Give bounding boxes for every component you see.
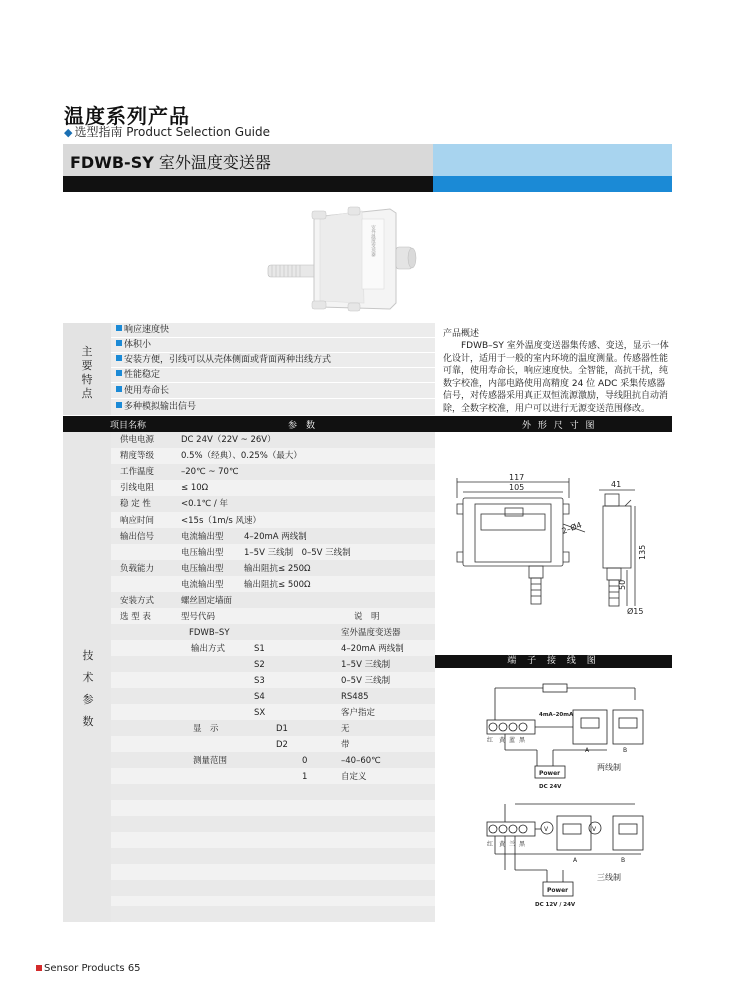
- row-band: [111, 752, 435, 768]
- row-band: [111, 496, 435, 512]
- spec-value: ≤ 10Ω: [181, 483, 209, 493]
- bullet-icon: [116, 325, 122, 331]
- feature-item: [116, 338, 151, 352]
- dc24-label: DC 24V: [539, 784, 562, 790]
- wiring-diagram: [435, 670, 672, 920]
- b-label: B: [623, 747, 628, 754]
- selection-code: D1: [276, 724, 288, 734]
- product-model: FDWB-SY: [70, 153, 154, 172]
- product-name: 室外温度变送器: [158, 153, 271, 172]
- selection-desc: 4–20mA 两线制: [341, 644, 404, 654]
- selection-range-label: 测量范围: [193, 756, 228, 766]
- feature-text: 响应速度快: [124, 325, 170, 335]
- feature-item: [116, 368, 160, 382]
- divider: [111, 337, 435, 338]
- spec-value: <0.1℃ / 年: [181, 499, 228, 509]
- device-label: 室外温度变送器: [370, 225, 376, 257]
- subtitle-text: 选型指南 Product Selection Guide: [74, 125, 271, 139]
- selection-output-label: 输出方式: [191, 644, 226, 654]
- row-band: [111, 906, 435, 922]
- spec-name: 精度等级: [120, 451, 155, 461]
- feature-text: 使用寿命长: [124, 386, 170, 396]
- footer-text: Sensor Products 65: [44, 963, 141, 974]
- spec-name: 供电电源: [120, 435, 155, 445]
- row-band: [111, 688, 435, 704]
- page-title: 温度系列产品: [64, 104, 190, 128]
- bullet-icon: [116, 370, 122, 376]
- selection-code: 0: [302, 756, 308, 766]
- selection-desc: RS485: [341, 692, 369, 702]
- wire-color: 黄: [499, 841, 506, 848]
- row-band: [111, 848, 435, 864]
- spec-type: 电压输出型: [181, 548, 224, 558]
- selection-code: S2: [254, 660, 265, 670]
- three-wire-label: 三线制: [597, 873, 621, 882]
- voltmeter-label: V: [544, 826, 549, 833]
- power-label: Power: [539, 770, 561, 777]
- spec-value: 螺丝固定墙面: [181, 596, 233, 606]
- spec-name: 安装方式: [120, 596, 155, 606]
- spec-name: 工作温度: [120, 467, 155, 477]
- spec-value: DC 24V（22V ~ 26V）: [181, 435, 276, 445]
- spec-value: 输出阻抗≤ 500Ω: [244, 580, 311, 590]
- spec-type: 电压输出型: [181, 564, 224, 574]
- selection-desc: 客户指定: [341, 708, 376, 718]
- features-side-label: [80, 345, 94, 401]
- spec-name: 输出信号: [120, 532, 155, 542]
- row-band: [111, 880, 435, 896]
- divider: [111, 382, 435, 383]
- diamond-icon: ◆: [64, 126, 73, 139]
- feature-text: 安装方便，引线可以从壳体侧面或背面两种出线方式: [124, 355, 332, 365]
- selection-display-label: 显 示: [193, 724, 219, 734]
- spec-type: 电流输出型: [181, 580, 224, 590]
- wire-color: 黑: [519, 841, 526, 848]
- spec-value: 1–5V 三线制 0–5V 三线制: [244, 548, 351, 558]
- dimension-drawing: [435, 432, 672, 654]
- spec-side-label: [81, 645, 95, 733]
- overview-text: FDWB–SY 室外温度变送器集传感、变送，显示一体化设计，适用于一般的室内环境的温度测量。传感器性能可靠，使用寿命长，响应速度快。全智能，高抗干扰，纯数字校准，内部电路使用高精度 24 位 ADC 采集传感器信号，对传感器采用真正双恒流源激励，导线阻抗自动消除，全数字校准，用户可以进行无源变送范围修改。: [443, 341, 669, 414]
- header-dimensions: 外 形 尺 寸 图: [522, 421, 597, 431]
- spec-name: 引线电阻: [120, 483, 155, 493]
- features-side-char: 点: [81, 387, 93, 400]
- features-side-char: 要: [81, 359, 93, 372]
- header-item-name: 项目名称: [110, 421, 147, 431]
- power-label: Power: [547, 887, 569, 894]
- dim-width-inner: 105: [509, 483, 525, 492]
- spec-name: 负载能力: [120, 564, 155, 574]
- a-label: A: [573, 857, 578, 864]
- spec-type: 电流输出型: [181, 532, 224, 542]
- row-band: [111, 720, 435, 736]
- selection-desc: –40–60℃: [341, 756, 381, 766]
- two-wire-label: 两线制: [597, 763, 621, 772]
- wire-color: 红: [487, 737, 494, 744]
- terminal-title: 端 子 接 线 图: [507, 656, 600, 666]
- b-label: B: [621, 857, 626, 864]
- footer-marker-icon: [36, 965, 42, 971]
- selection-code: S4: [254, 692, 265, 702]
- spec-value: 0.5%（经典）、0.25%（最大）: [181, 451, 302, 461]
- spec-value: 4–20mA 两线制: [244, 532, 307, 542]
- dc12-label: DC 12V / 24V: [535, 902, 576, 908]
- dim-probe-dia: Ø15: [627, 607, 644, 616]
- feature-item: [116, 400, 196, 414]
- selection-code: SX: [254, 708, 266, 718]
- footer: [36, 963, 141, 974]
- spec-name: 稳 定 性: [120, 499, 151, 509]
- header-params: 参 数: [288, 421, 316, 431]
- spec-side-char: 参: [82, 693, 94, 706]
- selection-desc-label: 说 明: [354, 612, 380, 622]
- bullet-icon: [116, 355, 122, 361]
- bullet-icon: [116, 402, 122, 408]
- selection-code-label: 型号代码: [181, 612, 216, 622]
- product-heading: [70, 150, 271, 173]
- row-band: [111, 784, 435, 800]
- wire-color: 黑: [519, 737, 526, 744]
- feature-item: [116, 384, 169, 398]
- spec-value: 输出阻抗≤ 250Ω: [244, 564, 311, 574]
- feature-item: [116, 353, 331, 367]
- dim-probe-len: 50: [618, 579, 627, 590]
- features-side-char: 主: [81, 345, 93, 358]
- dim-height: 135: [638, 544, 647, 560]
- wire-color: 黄: [499, 737, 506, 744]
- selection-model-desc: 室外温度变送器: [341, 628, 401, 638]
- bullet-icon: [116, 386, 122, 392]
- feature-text: 体积小: [124, 340, 152, 350]
- current-label: 4mA–20mA: [539, 712, 574, 718]
- spec-side-char: 数: [82, 715, 94, 728]
- product-photo: [262, 203, 422, 313]
- spec-side-char: 术: [82, 671, 94, 684]
- selection-model: FDWB–SY: [189, 628, 230, 638]
- spec-name: 响应时间: [120, 516, 155, 526]
- selection-code: 1: [302, 772, 308, 782]
- spec-side-char: 技: [82, 649, 94, 662]
- page-subtitle: [64, 123, 270, 140]
- voltmeter-label: V: [592, 826, 597, 833]
- features-side-char: 特: [81, 373, 93, 386]
- wire-color: 兰: [509, 841, 516, 848]
- dim-width-outer: 117: [509, 473, 525, 482]
- product-banner-accent: [433, 144, 672, 176]
- bullet-icon: [116, 340, 122, 346]
- banner-bar: [63, 176, 433, 192]
- spec-value: <15s（1m/s 风速）: [181, 516, 262, 526]
- overview-title: 产品概述: [443, 329, 480, 339]
- feature-item: [116, 323, 169, 337]
- selection-desc: 0–5V 三线制: [341, 676, 391, 686]
- selection-desc: 自定义: [341, 772, 367, 782]
- selection-desc: 1–5V 三线制: [341, 660, 391, 670]
- spec-name: 选 型 表: [120, 612, 151, 622]
- a-label: A: [585, 747, 590, 754]
- row-band: [111, 592, 435, 608]
- divider: [111, 398, 435, 399]
- dim-depth: 41: [611, 480, 622, 489]
- selection-code: S1: [254, 644, 265, 654]
- selection-desc: 无: [341, 724, 350, 734]
- selection-code: S3: [254, 676, 265, 686]
- banner-bar-accent: [433, 176, 672, 192]
- selection-desc: 带: [341, 740, 350, 750]
- wire-color: 红: [487, 841, 494, 848]
- dim-hole: 2–Ø4: [560, 520, 583, 536]
- feature-text: 性能稳定: [124, 370, 161, 380]
- row-band: [111, 464, 435, 480]
- row-band: [111, 816, 435, 832]
- selection-code: D2: [276, 740, 288, 750]
- wire-color: 蓝: [509, 737, 516, 744]
- feature-text: 多种模拟输出信号: [124, 402, 197, 412]
- spec-value: –20℃ ~ 70℃: [181, 467, 239, 477]
